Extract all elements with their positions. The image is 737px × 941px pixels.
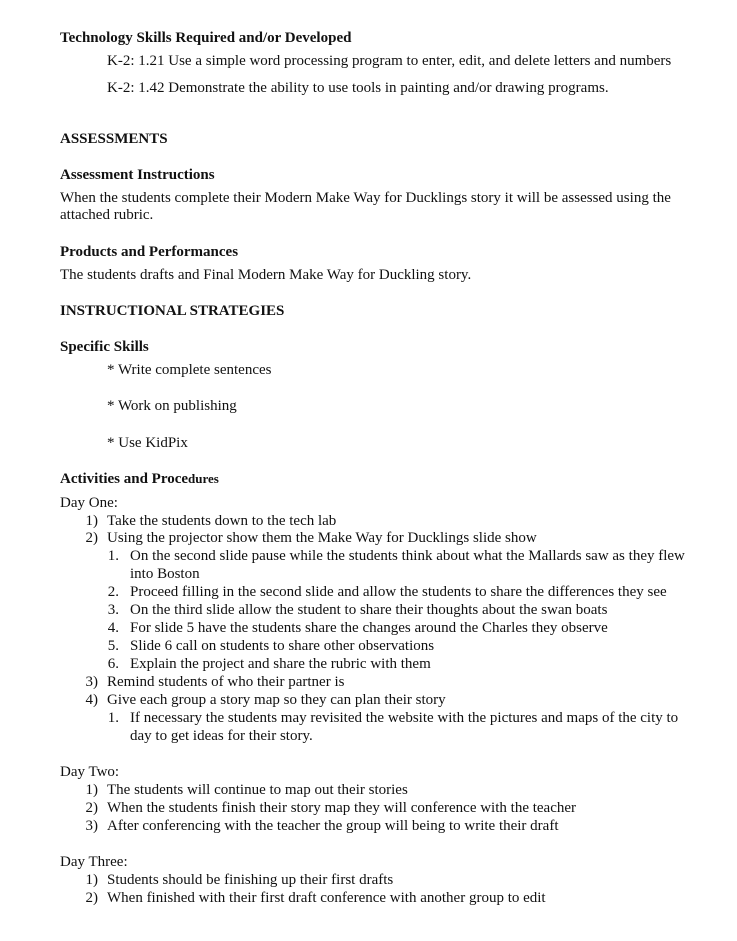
day-three-step-1: Students should be finishing up their first drafts (107, 872, 394, 888)
skill-item-1: * Write complete sentences (107, 362, 272, 378)
products-heading: Products and Performances (60, 244, 239, 260)
day-two-step-3-number: 3) (85, 818, 98, 834)
assessments-heading: ASSESSMENTS (60, 131, 168, 147)
day-one-label: Day One: (60, 495, 118, 511)
day-one-substep-5: Slide 6 call on students to share other observations (130, 638, 435, 654)
day-one-substep-1-line-1: On the second slide pause while the students think about what the Mallards saw as they flew (130, 548, 685, 564)
day-one-substep-4: For slide 5 have the students share the changes around the Charles they observe (130, 620, 608, 636)
day-two-step-3: After conferencing with the teacher the group will being to write their draft (107, 818, 559, 834)
tech-skill-item-2: K-2: 1.42 Demonstrate the ability to use tools in painting and/or drawing programs. (107, 80, 609, 96)
day-one-step-2: Using the projector show them the Make Way for Ducklings slide show (107, 530, 537, 546)
day-two-label: Day Two: (60, 764, 120, 780)
day-one-step-1: Take the students down to the tech lab (107, 513, 337, 529)
day-three-label: Day Three: (60, 854, 128, 870)
day-one-substep-3-number: 3. (107, 602, 119, 618)
assessment-instructions-text-line-1: When the students complete their Modern Make Way for Ducklings story it will be assessed using the (60, 190, 671, 206)
day-one-step-3: Remind students of who their partner is (107, 674, 345, 690)
day-one-substep-6: Explain the project and share the rubric with them (130, 656, 431, 672)
activities-heading-main: Activities and Proce (60, 471, 189, 487)
day-three-step-1-number: 1) (85, 872, 98, 888)
day-two-step-1: The students will continue to map out their stories (107, 782, 408, 798)
day-one-substep-2-number: 2. (107, 584, 119, 600)
day-one-substep-1-line-2: into Boston (130, 566, 200, 582)
assessment-instructions-heading: Assessment Instructions (60, 167, 215, 183)
day-one-substep-4-number: 4. (107, 620, 119, 636)
tech-skill-item-1: K-2: 1.21 Use a simple word processing program to enter, edit, and delete letters and numbers (107, 53, 672, 69)
day-one-step-4-substep-number: 1. (107, 710, 119, 726)
day-one-step-4-substep-line-2: day to get ideas for their story. (130, 728, 313, 744)
day-one-substep-2: Proceed filling in the second slide and allow the students to share the differences they see (130, 584, 667, 600)
tech-skills-heading: Technology Skills Required and/or Developed (60, 30, 352, 46)
instructional-strategies-heading: INSTRUCTIONAL STRATEGIES (60, 303, 285, 319)
day-two-step-2: When the students finish their story map they will conference with the teacher (107, 800, 577, 816)
day-one-step-2-number: 2) (85, 530, 98, 546)
assessment-instructions-text-line-2: attached rubric. (60, 207, 154, 223)
day-one-step-4: Give each group a story map so they can plan their story (107, 692, 446, 708)
skill-item-2: * Work on publishing (107, 398, 237, 414)
day-one-substep-5-number: 5. (107, 638, 119, 654)
activities-heading-small: dures (188, 471, 219, 486)
day-one-step-4-substep-line-1: If necessary the students may revisited the website with the pictures and maps of the city to (130, 710, 679, 726)
day-one-substep-3: On the third slide allow the student to share their thoughts about the swan boats (130, 602, 608, 618)
day-one-step-3-number: 3) (85, 674, 98, 690)
activities-heading (60, 471, 219, 488)
day-three-step-2: When finished with their first draft conference with another group to edit (107, 890, 546, 906)
products-text: The students drafts and Final Modern Make Way for Duckling story. (60, 267, 472, 283)
skill-item-3: * Use KidPix (107, 435, 188, 451)
specific-skills-heading: Specific Skills (60, 339, 149, 355)
day-one-step-1-number: 1) (85, 513, 98, 529)
day-two-step-2-number: 2) (85, 800, 98, 816)
day-one-step-4-number: 4) (85, 692, 98, 708)
day-two-step-1-number: 1) (85, 782, 98, 798)
day-three-step-2-number: 2) (85, 890, 98, 906)
day-one-substep-1-number: 1. (107, 548, 119, 564)
day-one-substep-6-number: 6. (107, 656, 119, 672)
